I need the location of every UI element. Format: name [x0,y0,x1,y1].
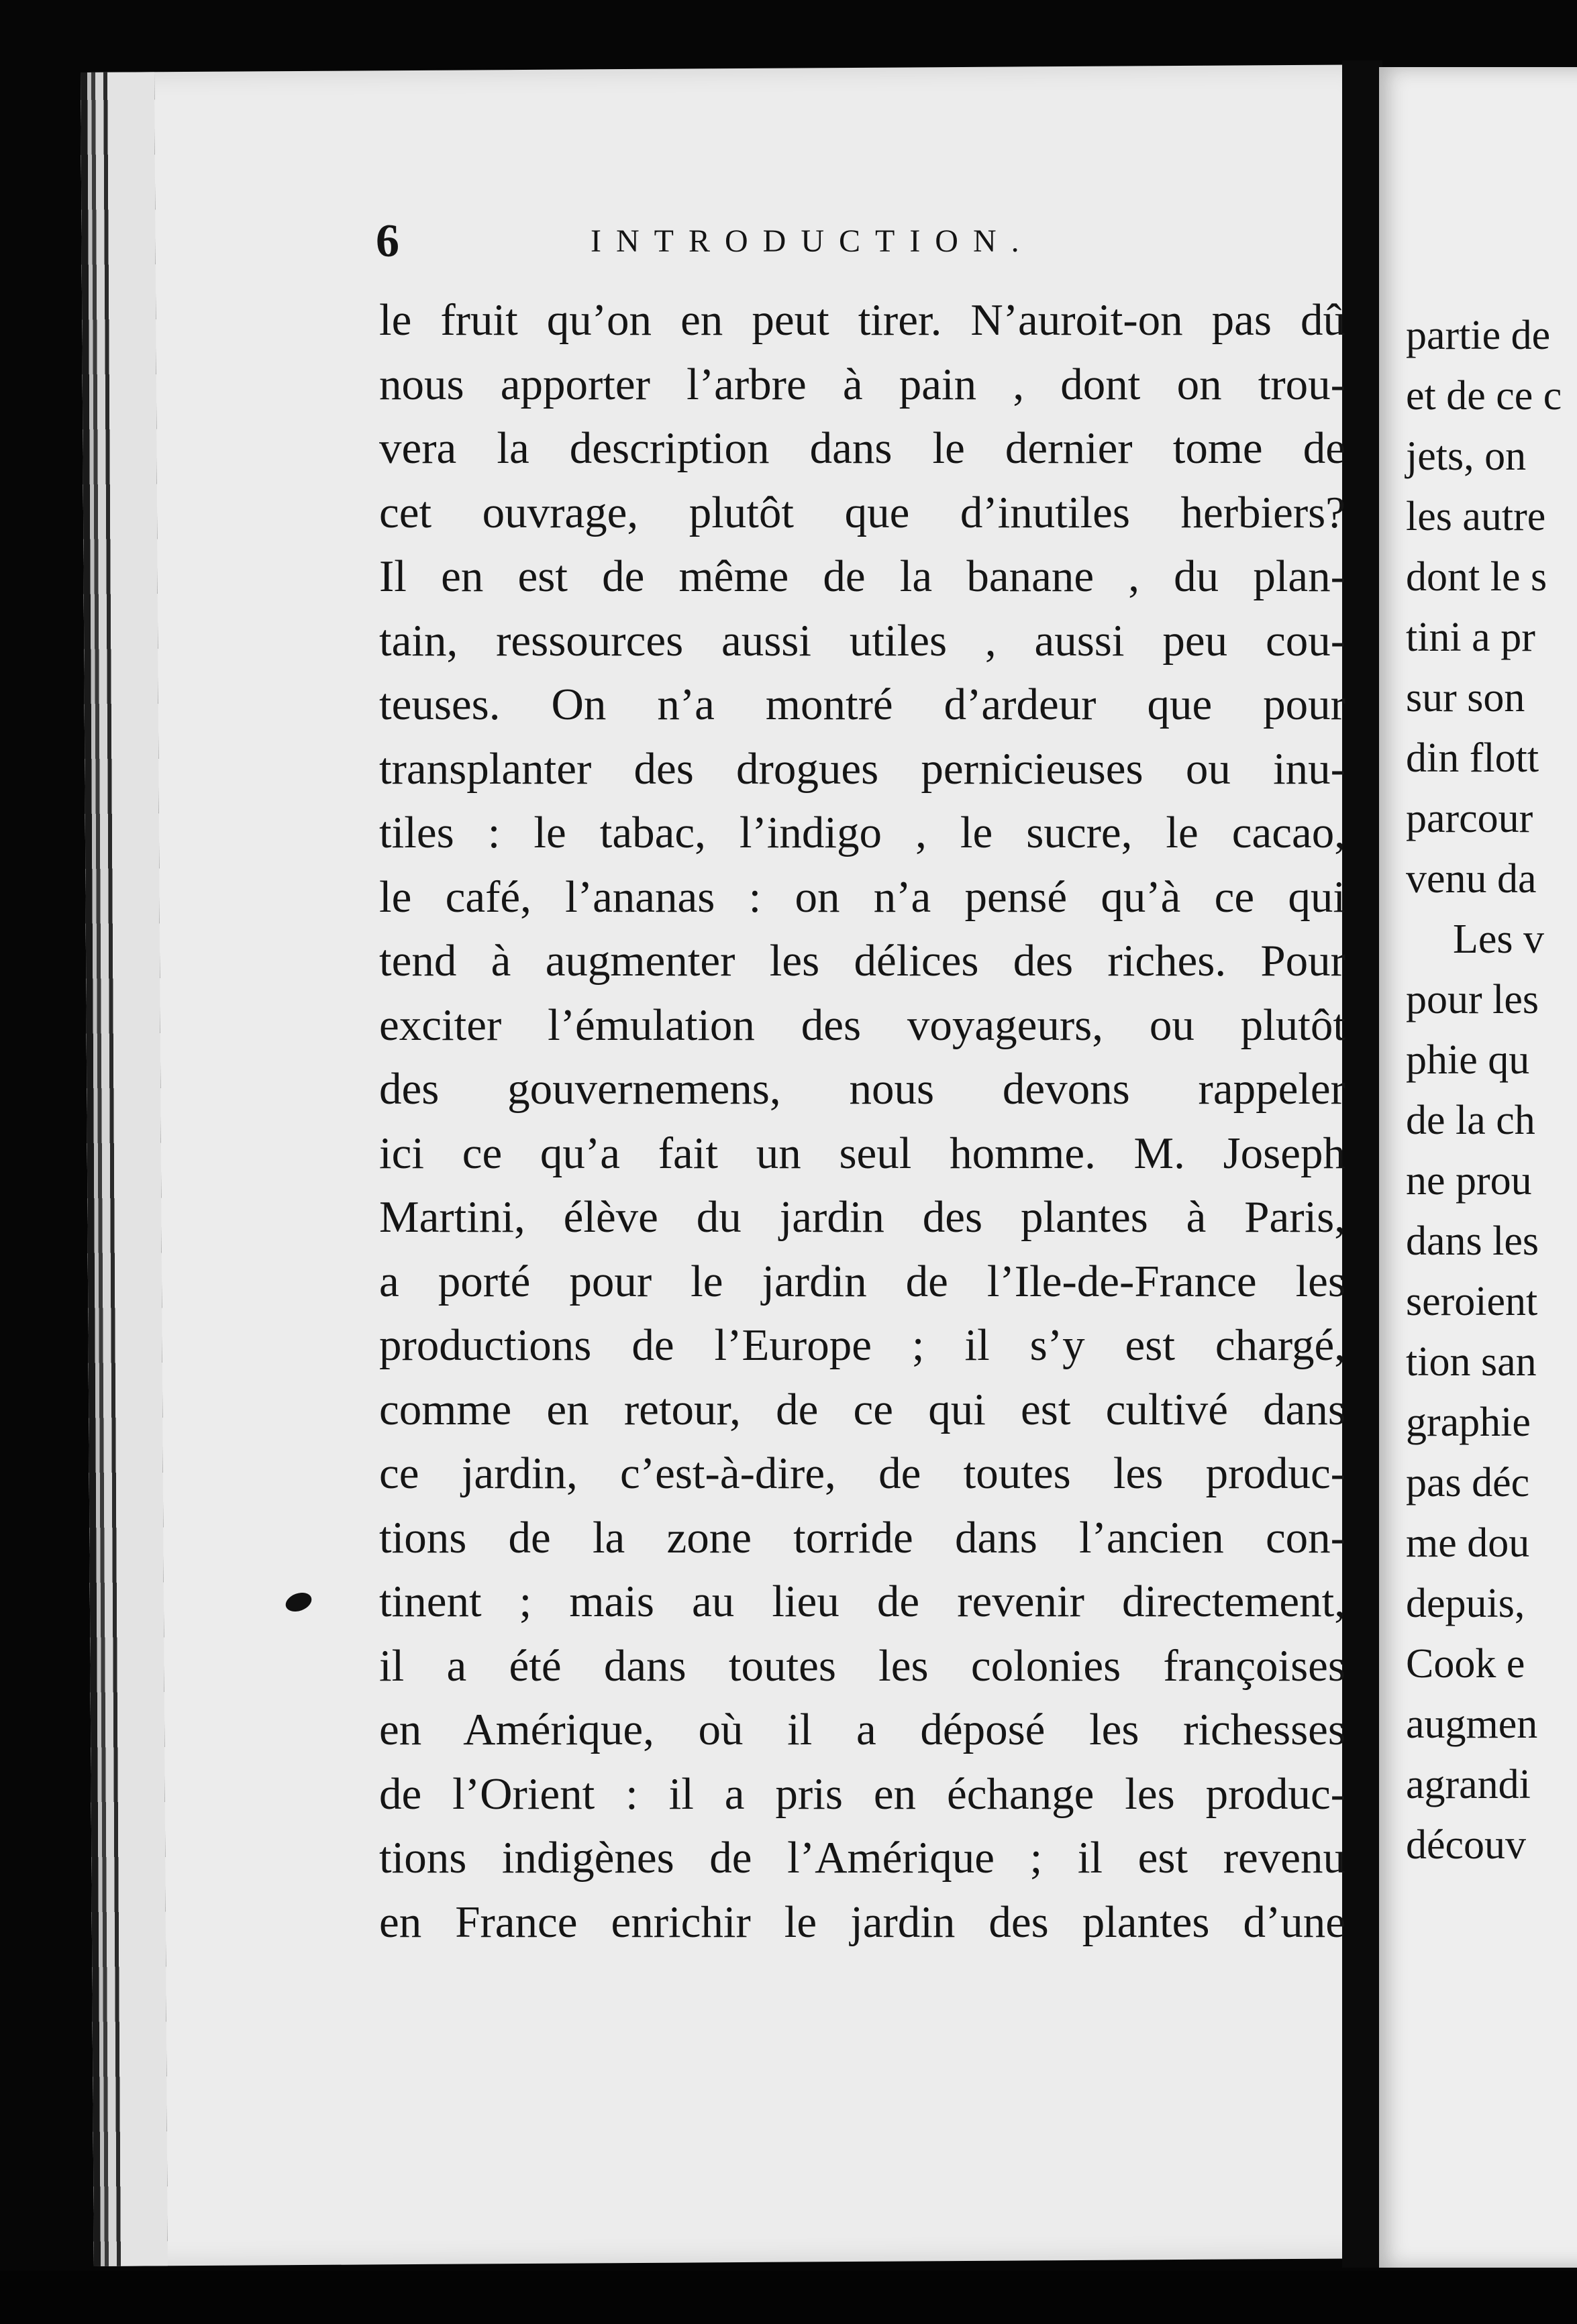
text-line: transplanter des drogues pernicieuses ou inu- [379,743,1345,794]
text-line: de l’Orient : il a pris en échange les produc- [379,1768,1345,1819]
text-line: pas déc [1406,1460,1530,1506]
text-line: a porté pour le jardin de l’Ile-de-France les [379,1256,1345,1306]
text-line: teuses. On n’a montré d’ardeur que pour [379,680,1345,729]
text-line: ce jardin, c’est-à-dire, de toutes les produc- [379,1448,1345,1498]
text-line: tinent ; mais au lieu de revenir directement, [379,1577,1345,1626]
text-line: des gouvernemens, nous devons rappeler [379,1064,1345,1114]
text-line: cet ouvrage, plutôt que d’inutiles herbiers? [379,487,1345,537]
text-line: Martini, élève du jardin des plantes à Paris, [379,1192,1345,1242]
text-line: le café, l’ananas : on n’a pensé qu’à ce qui [379,872,1345,922]
text-line: dont le s [1406,554,1547,600]
text-line: le fruit qu’on en peut tirer. N’auroit-on pas dû [379,295,1345,345]
text-line: agrandi [1406,1762,1531,1807]
text-line: pour les [1406,977,1539,1022]
page-edge-stack [81,72,168,2266]
text-line: vera la description dans le dernier tome de [379,423,1345,473]
text-line: din flott [1406,735,1539,781]
text-line: graphie [1406,1399,1531,1445]
text-line: partie de [1406,313,1551,358]
text-line: tiles : le tabac, l’indigo , le sucre, le cacao, [379,808,1345,857]
text-line: en Amérique, où il a déposé les richesses [379,1705,1345,1754]
running-head: INTRODUCTION. [591,223,1034,259]
text-line: augmen [1406,1701,1538,1747]
text-line: ne prou [1406,1158,1532,1204]
text-line: parcour [1406,796,1533,841]
text-line: exciter l’émulation des voyageurs, ou plutôt [379,1000,1345,1050]
text-line: les autre [1406,494,1546,539]
text-line: dans les [1406,1218,1539,1264]
left-page-text [379,288,1345,1954]
text-line: Il en est de même de la banane , du plan- [379,551,1345,601]
text-line: tions indigènes de l’Amérique ; il est revenu [379,1833,1345,1883]
text-line: découv [1406,1822,1527,1868]
text-line: productions de l’Europe ; il s’y est chargé, [379,1320,1345,1370]
text-line: seroient [1406,1279,1538,1324]
text-line: depuis, [1406,1581,1525,1626]
scan-border [0,2271,1577,2324]
text-line: de la ch [1406,1098,1535,1143]
text-line: tion san [1406,1339,1537,1385]
text-line: tini a pr [1406,615,1535,660]
text-line: venu da [1406,856,1537,902]
text-line: tions de la zone torride dans l’ancien con- [379,1512,1345,1563]
text-line: ici ce qu’a fait un seul homme. M. Joseph [379,1128,1345,1178]
text-line: tain, ressources aussi utiles , aussi peu cou- [379,615,1345,666]
text-line: jets, on [1406,433,1527,479]
text-line: nous apporter l’arbre à pain , dont on trou- [379,359,1345,409]
page-number: 6 [376,215,399,267]
text-line: tend à augmenter les délices des riches. Pour [379,936,1345,986]
book-gutter [1342,60,1382,2268]
text-line: et de ce c [1406,373,1562,419]
text-line: comme en retour, de ce qui est cultivé dans [379,1384,1345,1434]
text-line: phie qu [1406,1037,1530,1083]
text-line: sur son [1406,675,1525,721]
page-header [376,215,1248,275]
text-line: il a été dans toutes les colonies françoises [379,1640,1345,1691]
text-line: me dou [1406,1520,1530,1566]
right-page-text [1406,305,1577,1875]
text-line: en France enrichir le jardin des plantes d’une [379,1897,1345,1947]
text-line: Cook e [1406,1641,1525,1687]
text-line: Les v [1453,916,1545,962]
